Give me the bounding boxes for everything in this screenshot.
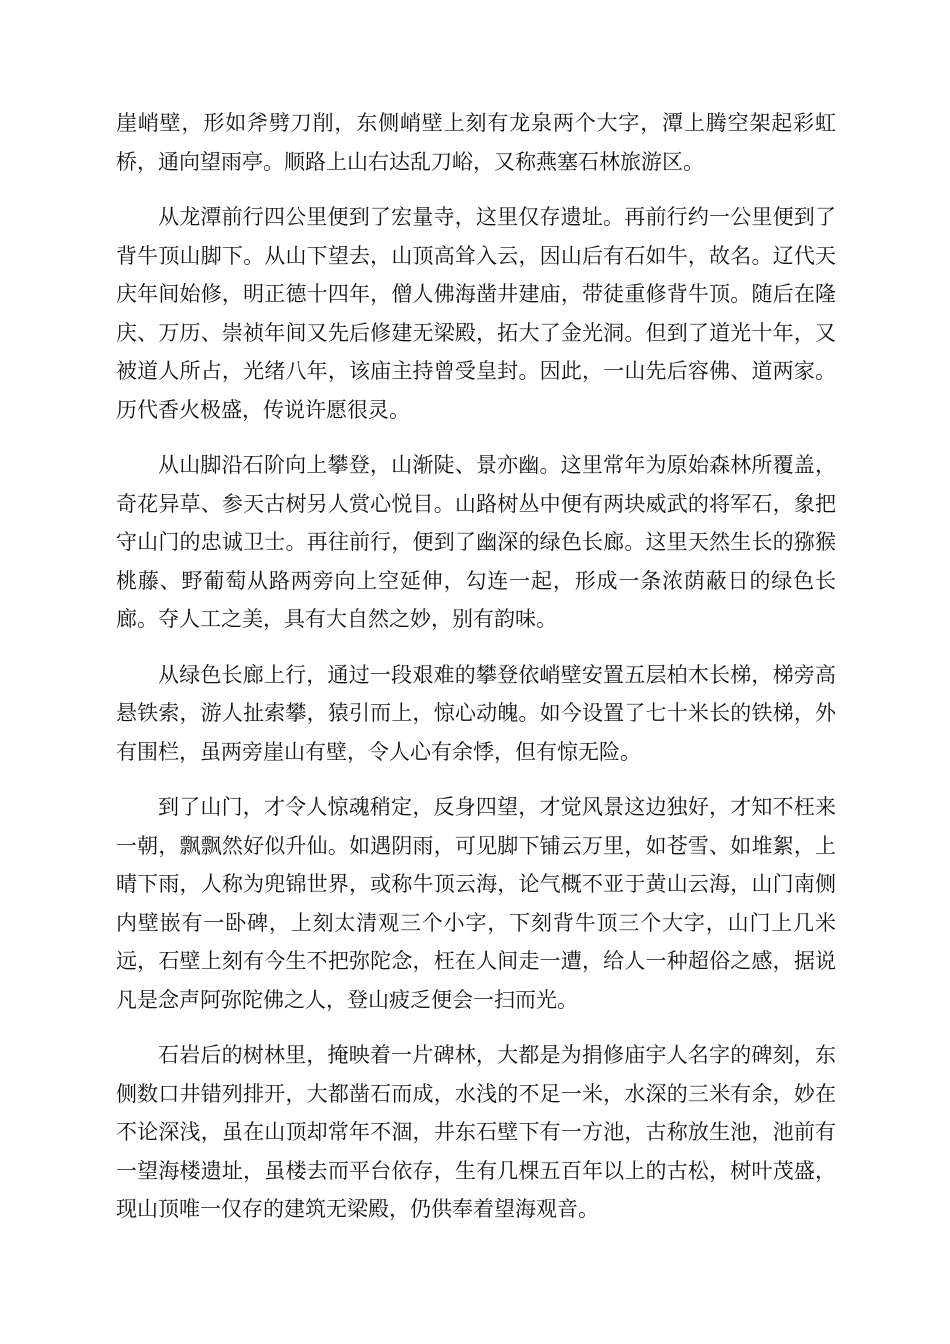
paragraph-1: 崖峭壁，形如斧劈刀削，东侧峭壁上刻有龙泉两个大字，潭上腾空架起彩虹桥，通向望雨亭。顺路上山右达乱刀峪，又称燕塞石林旅游区。 [116, 111, 836, 174]
paragraph-3: 从山脚沿石阶向上攀登，山渐陡、景亦幽。这里常年为原始森林所覆盖，奇花异草、参天古树另人赏心悦目。山路树丛中便有两块威武的将军石，象把守山门的忠诚卫士。再往前行，便到了幽深的绿色长廊。这里天然生长的猕猴桃藤、野葡萄从路两旁向上空延伸，勾连一起，形成一条浓荫蔽日的绿色长廊。夺人工之美，具有大自然之妙，别有韵味。 [116, 453, 836, 631]
paragraph-6: 石岩后的树林里，掩映着一片碑林，大都是为捐修庙宇人名字的碑刻，东侧数口井错列排开，大都凿石而成，水浅的不足一米，水深的三米有余，妙在不论深浅，虽在山顶却常年不涸，井东石壁下有一方池，古称放生池，池前有一望海楼遗址，虽楼去而平台依存，生有几棵五百年以上的古松，树叶茂盛，现山顶唯一仅存的建筑无梁殿，仍供奉着望海观音。 [116, 1043, 836, 1221]
document-page [116, 104, 836, 1246]
paragraph-5: 到了山门，才令人惊魂稍定，反身四望，才觉风景这边独好，才知不枉来一朝，飘飘然好似升仙。如遇阴雨，可见脚下铺云万里，如苍雪、如堆絮，上晴下雨，人称为兜锦世界，或称牛顶云海，论气概不亚于黄山云海，山门南侧内壁嵌有一卧碑，上刻太清观三个小字，下刻背牛顶三个大字，山门上几米远，石壁上刻有今生不把弥陀念，枉在人间走一遭，给人一种超俗之感，据说凡是念声阿弥陀佛之人，登山疲乏便会一扫而光。 [116, 795, 836, 1012]
paragraph-2: 从龙潭前行四公里便到了宏量寺，这里仅存遗址。再前行约一公里便到了背牛顶山脚下。从山下望去，山顶高耸入云，因山后有石如牛，故名。辽代天庆年间始修，明正德十四年，僧人佛海凿井建庙，带徒重修背牛顶。随后在隆庆、万历、崇祯年间又先后修建无梁殿，拓大了金光洞。但到了道光十年，又被道人所占，光绪八年，该庙主持曾受皇封。因此，一山先后容佛、道两家。历代香火极盛，传说许愿很灵。 [116, 205, 836, 422]
paragraph-4: 从绿色长廊上行，通过一段艰难的攀登依峭壁安置五层柏木长梯，梯旁高悬铁索，游人扯索攀，猿引而上，惊心动魄。如今设置了七十米长的铁梯，外有围栏，虽两旁崖山有壁，令人心有余悸，但有惊无险。 [116, 662, 836, 764]
